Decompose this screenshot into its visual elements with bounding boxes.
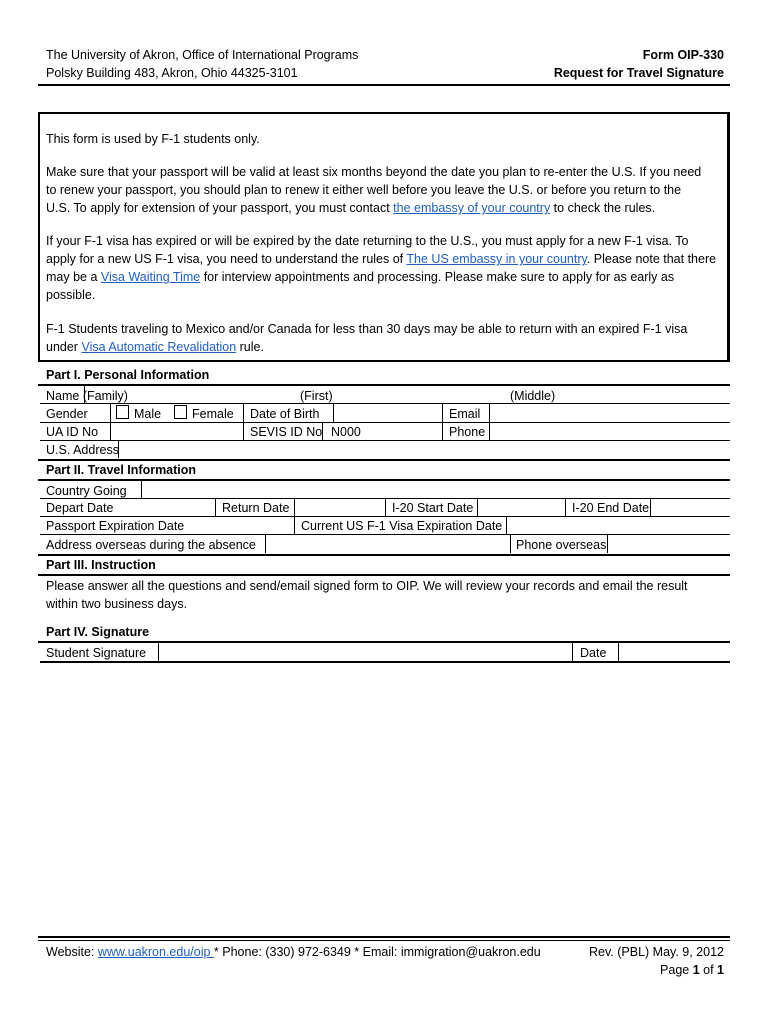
footer-divider-2: [38, 940, 730, 941]
part1-title: Part I. Personal Information: [46, 368, 210, 382]
signature-date-label: Date: [580, 646, 607, 660]
depart-date-field[interactable]: [119, 499, 215, 517]
us-embassy-link[interactable]: The US embassy in your country: [406, 252, 587, 266]
i20-start-field[interactable]: [478, 499, 564, 517]
part3-title: Part III. Instruction: [46, 558, 156, 572]
cell-line: [84, 386, 85, 403]
part3-divider: [38, 574, 730, 576]
return-date-label: Return Date: [222, 501, 290, 515]
visa-expiration-field[interactable]: [507, 517, 728, 535]
uaid-field[interactable]: [110, 423, 242, 441]
revision-date: Rev. (PBL) May. 9, 2012: [588, 945, 724, 959]
cell-line: [572, 643, 573, 661]
cell-line: [489, 404, 490, 440]
cell-line: [110, 404, 111, 440]
phone-overseas-field[interactable]: [608, 535, 728, 553]
passport-expiration-field[interactable]: [216, 517, 294, 535]
us-address-label: U.S. Address: [46, 443, 119, 457]
form-title: Request for Travel Signature: [553, 66, 724, 80]
org-address: Polsky Building 483, Akron, Ohio 44325-3101: [46, 66, 298, 80]
signature-field[interactable]: [159, 643, 571, 661]
signature-label: Student Signature: [46, 646, 147, 660]
passport-expiration-label: Passport Expiration Date: [46, 519, 185, 533]
intro-paragraph-3-line-1: If your F-1 visa has expired or will be expired by the date returning to the U.S., you must apply for a new F-1 visa. To: [46, 234, 689, 248]
male-label: Male: [134, 407, 162, 421]
sevis-value[interactable]: N000: [331, 425, 361, 439]
cell-line: [141, 481, 142, 498]
instruction-line-1: Please answer all the questions and send/email signed form to OIP. We will review your records and email the result: [46, 579, 688, 593]
header-divider: [38, 84, 730, 86]
overseas-address-label: Address overseas during the absence: [46, 538, 256, 552]
intro-paragraph-3-line-4: possible.: [46, 288, 96, 302]
intro-paragraph-2-line-1: Make sure that your passport will be valid at least six months beyond the date you plan to re-enter the U.S. If you need: [46, 165, 702, 179]
phone-overseas-label: Phone overseas: [516, 538, 607, 552]
intro-paragraph-4-line-2: under Visa Automatic Revalidation rule.: [46, 340, 264, 354]
part2-title: Part II. Travel Information: [46, 463, 197, 477]
page-number: Page 1 of 1: [660, 963, 724, 977]
visa-expiration-label: Current US F-1 Visa Expiration Date: [301, 519, 503, 533]
us-address-field[interactable]: [118, 441, 728, 459]
cell-line: [510, 535, 511, 553]
org-name: The University of Akron, Office of International Programs: [46, 48, 359, 62]
i20-end-label: I-20 End Date: [572, 501, 650, 515]
cell-line: [118, 440, 119, 458]
cell-line: [333, 404, 334, 422]
intro-paragraph-4-line-1: F-1 Students traveling to Mexico and/or Canada for less than 30 days may be able to return with an expired F-1 visa: [46, 322, 688, 336]
cell-line: [442, 404, 443, 440]
part3-top-divider: [38, 554, 730, 556]
country-going-field[interactable]: [142, 481, 728, 499]
cell-line: [294, 517, 295, 534]
visa-waiting-time-link[interactable]: Visa Waiting Time: [100, 270, 201, 284]
name-first-label: (First): [300, 389, 333, 403]
cell-line: [322, 422, 323, 440]
email-label: Email: [449, 407, 481, 421]
i20-end-field[interactable]: [651, 499, 728, 517]
form-number: Form OIP-330: [642, 48, 724, 62]
country-going-label: Country Going: [46, 484, 127, 498]
female-checkbox[interactable]: [174, 405, 187, 419]
visa-revalidation-link[interactable]: Visa Automatic Revalidation: [81, 340, 237, 354]
depart-date-label: Depart Date: [46, 501, 114, 515]
name-field[interactable]: [128, 386, 728, 404]
uaid-label: UA ID No: [46, 425, 99, 439]
cell-line: [215, 499, 216, 516]
female-label: Female: [192, 407, 234, 421]
signature-date-field[interactable]: [619, 643, 728, 661]
intro-paragraph-2-line-3: U.S. To apply for extension of your passport, you must contact the embassy of your country to check the rules.: [46, 201, 656, 215]
instruction-line-2: within two business days.: [46, 597, 188, 611]
footer-contact: Website: www.uakron.edu/oip * Phone: (330) 972-6349 * Email: immigration@uakron.edu: [46, 945, 541, 959]
email-field[interactable]: [490, 404, 728, 422]
website-link[interactable]: www.uakron.edu/oip: [97, 945, 214, 959]
cell-line: [565, 499, 566, 516]
return-date-field[interactable]: [295, 499, 385, 517]
intro-paragraph-3-line-2: apply for a new US F-1 visa, you need to understand the rules of The US embassy in your country. Please note that there: [46, 252, 717, 266]
footer-divider-1: [38, 936, 730, 938]
dob-field[interactable]: [334, 404, 442, 422]
part2-top-divider: [38, 459, 730, 461]
phone-label: Phone: [449, 425, 486, 439]
embassy-link[interactable]: the embassy of your country: [393, 201, 551, 215]
male-checkbox[interactable]: [116, 405, 129, 419]
intro-paragraph-2-line-2: to renew your passport, you should plan to renew it either well before you leave the U.S. or before you return to the: [46, 183, 682, 197]
name-family-label: Name (Family): [46, 389, 128, 403]
phone-field[interactable]: [490, 423, 728, 441]
dob-label: Date of Birth: [250, 407, 320, 421]
sevis-label: SEVIS ID No: [250, 425, 323, 439]
part4-title: Part IV. Signature: [46, 625, 150, 639]
intro-paragraph-3-line-3: may be a Visa Waiting Time for interview appointments and processing. Please make sure to apply for as early as: [46, 270, 675, 284]
cell-line: [385, 499, 386, 516]
intro-paragraph-1: This form is used by F-1 students only.: [46, 132, 260, 146]
i20-start-label: I-20 Start Date: [392, 501, 474, 515]
gender-label: Gender: [46, 407, 88, 421]
row-line: [40, 661, 730, 663]
cell-line: [243, 404, 244, 440]
overseas-address-field[interactable]: [266, 535, 506, 553]
name-middle-label: (Middle): [510, 389, 556, 403]
